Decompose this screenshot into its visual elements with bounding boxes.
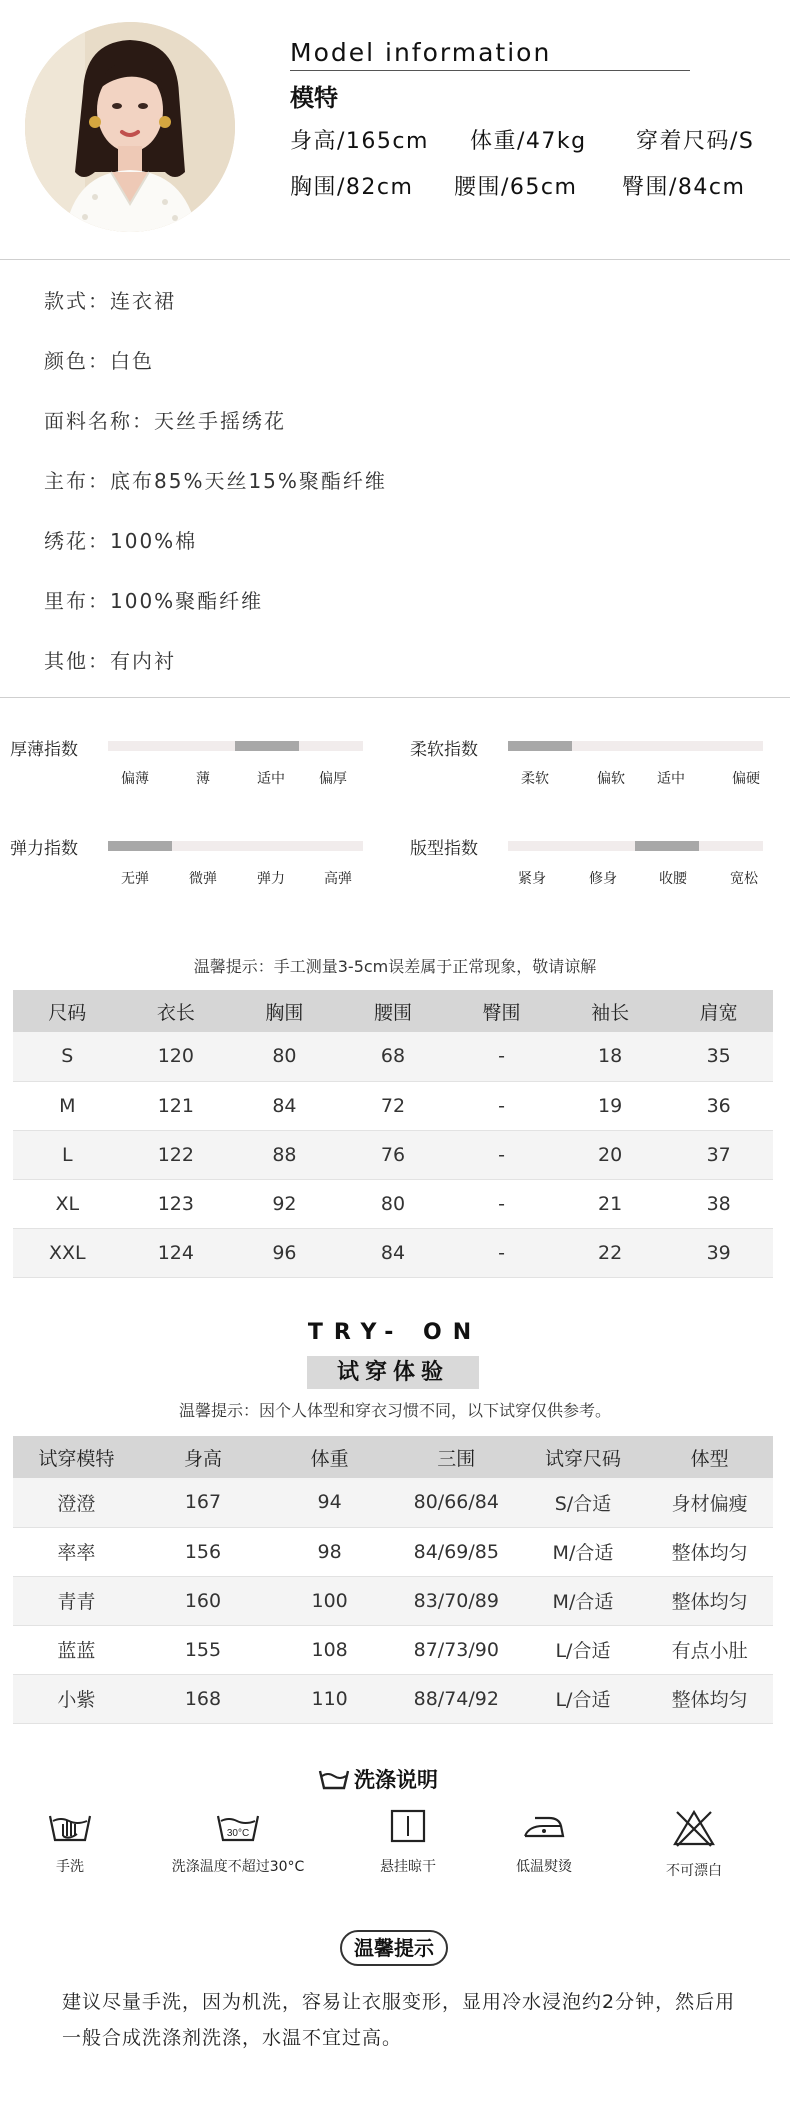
- table-header-cell: 臀围: [447, 990, 556, 1032]
- table-cell: 18: [556, 1032, 665, 1081]
- index-marker: [635, 841, 699, 851]
- table-cell: 80: [339, 1179, 448, 1228]
- index-label: 厚薄指数: [10, 740, 78, 760]
- index-tick: 薄: [196, 771, 210, 787]
- table-cell: 蓝蓝: [13, 1625, 140, 1674]
- table-cell: M/合适: [520, 1576, 647, 1625]
- index-tick: 紧身: [518, 871, 546, 887]
- attr-color: 颜色：白色: [44, 349, 154, 373]
- table-cell: 168: [140, 1674, 267, 1723]
- index-tick: 收腰: [659, 871, 687, 887]
- table-cell: 率率: [13, 1527, 140, 1576]
- table-row: [13, 1179, 773, 1228]
- model-hip: 臀围/84cm: [622, 175, 746, 200]
- index-tick: 弹力: [257, 871, 285, 887]
- index-label: 柔软指数: [410, 740, 478, 760]
- size-table: [13, 990, 773, 1278]
- table-cell: S/合适: [520, 1478, 647, 1527]
- table-cell: 94: [266, 1478, 393, 1527]
- attr-other: 其他：有内衬: [44, 649, 176, 673]
- table-cell: S: [13, 1032, 122, 1081]
- table-header-cell: 腰围: [339, 990, 448, 1032]
- divider: [0, 697, 790, 698]
- table-header-cell: 试穿尺码: [520, 1436, 647, 1478]
- table-cell: L: [13, 1130, 122, 1179]
- wash-label: 低温熨烫: [516, 1859, 572, 1875]
- divider: [0, 259, 790, 260]
- table-cell: 156: [140, 1527, 267, 1576]
- wash-label: 悬挂晾干: [380, 1859, 436, 1875]
- table-cell: XXL: [13, 1228, 122, 1277]
- table-cell: 88/74/92: [393, 1674, 520, 1723]
- table-cell: L/合适: [520, 1625, 647, 1674]
- table-cell: 38: [664, 1179, 773, 1228]
- table-cell: 19: [556, 1081, 665, 1130]
- model-section: [0, 0, 790, 260]
- hang-dry-icon: [388, 1808, 428, 1844]
- table-cell: 有点小肚: [646, 1625, 773, 1674]
- wash-item-low-iron: [464, 1808, 624, 1876]
- wash-temperature-icon: [215, 1808, 261, 1844]
- table-cell: -: [447, 1081, 556, 1130]
- table-cell: 92: [230, 1179, 339, 1228]
- table-cell: 84/69/85: [393, 1527, 520, 1576]
- tip-title: 温馨提示: [340, 1930, 448, 1966]
- model-photo: [25, 22, 235, 232]
- index-tick: 微弹: [189, 871, 217, 887]
- size-note: 温馨提示：手工测量3-5cm误差属于正常现象，敬请谅解: [193, 957, 597, 976]
- table-cell: XL: [13, 1179, 122, 1228]
- wash-label: 手洗: [56, 1859, 84, 1875]
- index-tick: 宽松: [730, 871, 758, 887]
- table-header-cell: 三围: [393, 1436, 520, 1478]
- table-cell: 整体均匀: [646, 1674, 773, 1723]
- table-cell: 37: [664, 1130, 773, 1179]
- index-label: 版型指数: [410, 839, 478, 859]
- wash-title: [318, 1762, 478, 1794]
- table-header-cell: 试穿模特: [13, 1436, 140, 1478]
- index-tick: 偏厚: [319, 771, 347, 787]
- model-info-subtitle: 模特: [290, 84, 338, 112]
- index-tick: 柔软: [521, 771, 549, 787]
- table-cell: 167: [140, 1478, 267, 1527]
- table-row: [13, 1130, 773, 1179]
- index-label: 弹力指数: [10, 839, 78, 859]
- model-height: 身高/165cm: [290, 129, 429, 154]
- wash-item-hand-wash: [0, 1808, 150, 1876]
- wash-item-temperature: [158, 1808, 318, 1876]
- hand-wash-icon: [47, 1808, 93, 1844]
- table-cell: 22: [556, 1228, 665, 1277]
- table-header-cell: 身高: [140, 1436, 267, 1478]
- index-track: [108, 741, 363, 751]
- table-cell: 122: [122, 1130, 231, 1179]
- tryon-table: [13, 1436, 773, 1724]
- table-cell: -: [447, 1179, 556, 1228]
- table-cell: L/合适: [520, 1674, 647, 1723]
- table-cell: 96: [230, 1228, 339, 1277]
- index-marker: [108, 841, 172, 851]
- table-cell: 160: [140, 1576, 267, 1625]
- tryon-title: TRY- ON: [307, 1320, 483, 1345]
- model-weight: 体重/47kg: [470, 129, 587, 154]
- table-header-row: [13, 1436, 773, 1478]
- index-tick: 修身: [589, 871, 617, 887]
- table-header-cell: 尺码: [13, 990, 122, 1032]
- wash-label: 不可漂白: [666, 1863, 722, 1879]
- index-tick: 适中: [257, 771, 285, 787]
- table-row: [13, 1527, 773, 1576]
- table-cell: 小紫: [13, 1674, 140, 1723]
- table-header-cell: 肩宽: [664, 990, 773, 1032]
- table-cell: 青青: [13, 1576, 140, 1625]
- model-info-title: Model information: [290, 38, 552, 67]
- table-cell: 68: [339, 1032, 448, 1081]
- table-cell: 整体均匀: [646, 1576, 773, 1625]
- tryon-subtitle: 试穿体验: [307, 1356, 479, 1389]
- table-cell: -: [447, 1130, 556, 1179]
- index-track: [508, 841, 763, 851]
- table-cell: 整体均匀: [646, 1527, 773, 1576]
- index-marker: [508, 741, 572, 751]
- tip-text: 建议尽量手洗，因为机洗，容易让衣服变形，显用冷水浸泡约2分钟，然后用一般合成洗涤剂洗涤，水温不宜过高。: [62, 1991, 736, 2049]
- table-cell: 121: [122, 1081, 231, 1130]
- table-cell: M: [13, 1081, 122, 1130]
- table-header-cell: 胸围: [230, 990, 339, 1032]
- index-tick: 偏软: [597, 771, 625, 787]
- attr-main-fabric: 主布：底布85%天丝15%聚酯纤维: [44, 469, 387, 493]
- attr-embroidery: 绣花：100%棉: [44, 529, 198, 553]
- table-cell: 20: [556, 1130, 665, 1179]
- table-cell: 36: [664, 1081, 773, 1130]
- table-row: [13, 1625, 773, 1674]
- title-underline: [290, 70, 690, 71]
- table-cell: 123: [122, 1179, 231, 1228]
- table-row: [13, 1032, 773, 1081]
- table-cell: 35: [664, 1032, 773, 1081]
- table-header-cell: 袖长: [556, 990, 665, 1032]
- table-row: [13, 1081, 773, 1130]
- table-row: [13, 1576, 773, 1625]
- wash-label: 洗涤温度不超过30°C: [171, 1859, 305, 1875]
- model-bust: 胸围/82cm: [290, 175, 414, 200]
- table-cell: 84: [339, 1228, 448, 1277]
- attr-style: 款式：连衣裙: [44, 289, 176, 313]
- table-cell: 87/73/90: [393, 1625, 520, 1674]
- tryon-note: 温馨提示：因个人体型和穿衣习惯不同，以下试穿仅供参考。: [178, 1401, 611, 1420]
- table-cell: 98: [266, 1527, 393, 1576]
- table-cell: 108: [266, 1625, 393, 1674]
- table-cell: -: [447, 1032, 556, 1081]
- index-marker: [235, 741, 299, 751]
- table-header-cell: 体重: [266, 1436, 393, 1478]
- table-cell: 124: [122, 1228, 231, 1277]
- table-cell: 120: [122, 1032, 231, 1081]
- table-cell: 155: [140, 1625, 267, 1674]
- table-header-cell: 体型: [646, 1436, 773, 1478]
- table-cell: 88: [230, 1130, 339, 1179]
- index-tick: 高弹: [324, 871, 352, 887]
- table-cell: 72: [339, 1081, 448, 1130]
- table-cell: 80: [230, 1032, 339, 1081]
- table-cell: 84: [230, 1081, 339, 1130]
- low-iron-icon: [521, 1808, 567, 1844]
- table-cell: 80/66/84: [393, 1478, 520, 1527]
- index-track: [508, 741, 763, 751]
- table-cell: 39: [664, 1228, 773, 1277]
- table-cell: 110: [266, 1674, 393, 1723]
- index-tick: 偏硬: [732, 771, 760, 787]
- table-header-cell: 衣长: [122, 990, 231, 1032]
- table-cell: 83/70/89: [393, 1576, 520, 1625]
- table-row: [13, 1478, 773, 1527]
- wash-title-text: 洗涤说明: [354, 1768, 438, 1792]
- no-bleach-icon: [671, 1808, 717, 1848]
- model-waist: 腰围/65cm: [454, 175, 578, 200]
- table-cell: 澄澄: [13, 1478, 140, 1527]
- wash-temp-value: 30°C: [226, 1828, 250, 1839]
- washtub-icon: [318, 1766, 350, 1794]
- index-tick: 适中: [657, 771, 685, 787]
- table-header-row: [13, 990, 773, 1032]
- table-row: [13, 1674, 773, 1723]
- index-track: [108, 841, 363, 851]
- table-row: [13, 1228, 773, 1277]
- wash-item-no-bleach: [614, 1808, 774, 1880]
- index-tick: 偏薄: [121, 771, 149, 787]
- table-cell: 76: [339, 1130, 448, 1179]
- table-cell: M/合适: [520, 1527, 647, 1576]
- index-tick: 无弹: [121, 871, 149, 887]
- table-cell: 100: [266, 1576, 393, 1625]
- table-cell: 21: [556, 1179, 665, 1228]
- table-cell: 身材偏瘦: [646, 1478, 773, 1527]
- attr-fabric-name: 面料名称：天丝手摇绣花: [44, 409, 286, 433]
- attr-lining: 里布：100%聚酯纤维: [44, 589, 264, 613]
- table-cell: -: [447, 1228, 556, 1277]
- model-size: 穿着尺码/S: [636, 129, 755, 154]
